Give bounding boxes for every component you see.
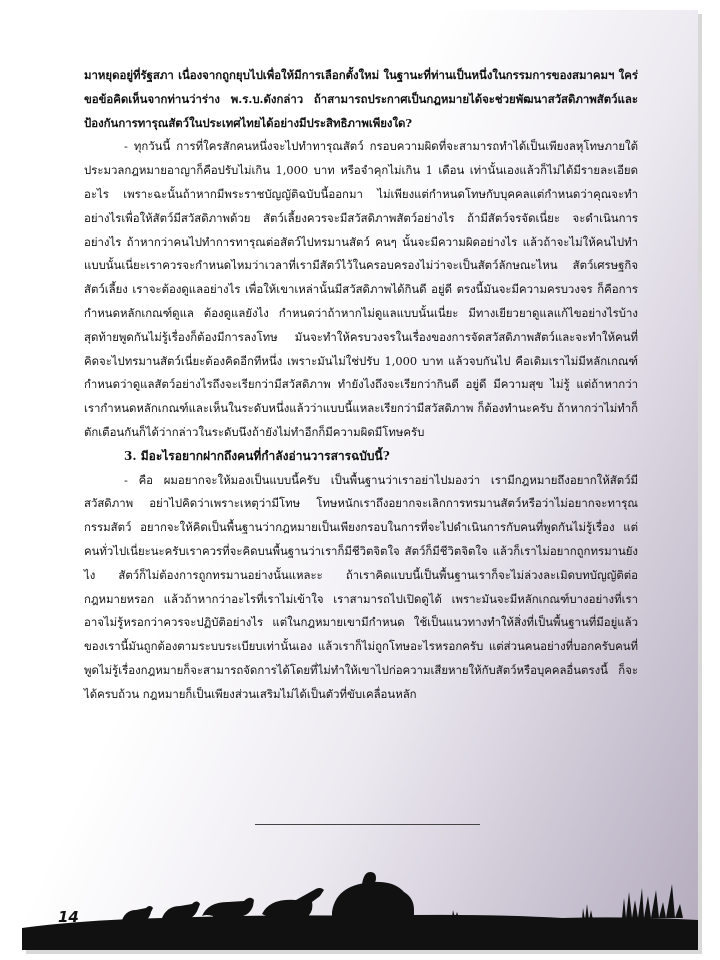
- answer-paragraph: - ทุกวันนี้ การที่ใครสักคนหนึ่งจะไปทำทารุณสัตว์ กรอบความผิดที่จะสามารถทำได้เป็นเพียงลหุโทษภายใต้ประมวลกฎหมายอาญาก็คือปรับไม่เกิน 1,000 บาท หรือจำคุกไม่เกิน 1 เดือน เท่านั้นเองแล้วก็ไม่ได้มีรายละเอียดอะไร เพราะฉะนั้นถ้าหากมีพระราชบัญญัติฉบับนี้ออกมา ไม่เพียงแต่กำหนดโทษกับบุคคลแต่กำหนดว่าคุณจะทำอย่างไรเพื่อให้สัตว์มีสวัสดิภาพด้วย สัตว์เลี้ยงควรจะมีสวัสดิภาพสัตว์อย่างไร ถ้ามีสัตว์จรจัดเนี่ยะ จะดำเนินการอย่างไร ถ้าหากว่าคนไปทำการทารุณต่อสัตว์ไปทรมานสัตว์ คนๆ นั้นจะมีความผิดอย่างไร แล้วถ้าจะไม่ให้คนไปทำแบบนั้นเนี่ยะเราควรจะกำหนดไหมว่าเวลาที่เรามีสัตว์ไว้ในครอบครองไม่ว่าจะเป็นสัตว์ลักษณะไหน สัตว์เศรษฐกิจ สัตว์เลี้ยง เราจะต้องดูแลอย่างไร เพื่อให้เขาเหล่านั้นมีสวัสดิภาพได้กินดี อยู่ดี ตรงนี้มันจะมีความครบวงจร ก็คือการกำหนดหลักเกณฑ์ดูแล ต้องดูแลยังไง กำหนดว่าถ้าหากไม่ดูแลแบบนั้นเนี่ยะ มีทางเยียวยาดูแลแก้ไขอย่างไรบ้าง สุดท้ายพูดกันไม่รู้เรื่องก็ต้องมีการลงโทษ มันจะทำให้ครบวงจรในเรื่องของการจัดสวัสดิภาพสัตว์และจะทำให้คนที่คิดจะไปทรมานสัตว์เนี่ยะต้องคิดอีกทีหนึ่ง เพราะมันไม่ใช่ปรับ 1,000 บาท แล้วจบกันไป คือเดิมเราไม่มีหลักเกณฑ์กำหนดว่าดูแลสัตว์อย่างไรถึงจะเรียกว่ามีสวัสดิภาพ ทำยังไงถึงจะเรียกว่ากินดี อยู่ดี มีความสุข ไม่รู้ แต่ถ้าหากว่าเรากำหนดหลักเกณฑ์และเห็นในระดับหนึ่งแล้วว่าแบบนี้แหละเรียกว่ามีสวัสดิภาพ ก็ต้องทำนะครับ ถ้าหากว่าไม่ทำก็ตักเตือนกันก็ได้ว่ากล่าวในระดับนึงถ้ายังไม่ทำอีกก็มีความผิดมีโทษครับ: [84, 139, 638, 439]
- article-body: [84, 64, 638, 707]
- question-heading: 3. มีอะไรอยากฝากถึงคนที่กำลังอ่านวารสารฉบับนี้?: [124, 448, 390, 463]
- page-number: 14: [58, 908, 79, 926]
- end-divider: [255, 824, 480, 825]
- answer-paragraph: - คือ ผมอยากจะให้มองเป็นแบบนี้ครับ เป็นพื้นฐานว่าเราอย่าไปมองว่า เรามีกฎหมายถึงอยากให้สัตว์มีสวัสดิภาพ อย่าไปคิดว่าเพราะเหตุว่ามีโทษ โทษหนักเราถึงอยากจะเลิกการทรมานสัตว์หรือว่าไม่อยากจะทารุณกรรมสัตว์ อยากจะให้คิดเป็นพื้นฐานว่ากฎหมายเป็นเพียงกรอบในการที่จะไปดำเนินการกับคนที่พูดกันไม่รู้เรื่อง แต่คนทั่วไปเนี่ยะนะครับเราควรที่จะคิดบนพื้นฐานว่าเราก็มีชีวิตจิตใจ สัตว์ก็มีชีวิตจิตใจ แล้วก็เราไม่อยากถูกทรมานยังไง สัตว์ก็ไม่ต้องการถูกทรมานอย่างนั้นแหละะ ถ้าเราคิดแบบนี้เป็นพื้นฐานเราก็จะไม่ล่วงละเมิดบทบัญญัติต่อกฎหมายหรอก แล้วถ้าหากว่าอะไรที่เราไม่เข้าใจ เราสามารถไปเปิดดูได้ เพราะมันจะมีหลักเกณฑ์บางอย่างที่เราอาจไม่รู้หรอกว่าควรจะปฏิบัติอย่างไร แต่ในกฎหมายเขามีกำหนด ใช้เป็นแนวทางทำให้สิ่งที่เป็นพื้นฐานที่มีอยู่แล้วของเรานี้มันถูกต้องตามระบบระเบียบเท่านั้นเอง แล้วเราก็ไม่ถูกโทษอะไรหรอกครับ แต่ส่วนคนอย่างที่บอกครับคนที่พูดไม่รู้เรื่องกฎหมายก็จะสามารถจัดการได้โดยที่ไม่ทำให้เขาไปก่อความเสียหายให้กับสัตว์หรือบุคคลอื่นตรงนี้ ก็จะได้ครบถ้วน กฎหมายก็เป็นเพียงส่วนเสริมไม่ได้เป็นตัวที่ขับเคลื่อนหลัก: [84, 472, 638, 701]
- question-continuation: มาหยุดอยู่ที่รัฐสภา เนื่องจากถูกยุบไปเพื่อให้มีการเลือกตั้งใหม่ ในฐานะที่ท่านเป็นหนึ่งในกรรมการของสมาคมฯ ใคร่ขอข้อคิดเห็นจากท่านว่าร่าง พ.ร.บ.ดังกล่าว ถ้าสามารถประกาศเป็นกฎหมายได้จะช่วยพัฒนาสวัสดิภาพสัตว์และป้องกันการทารุณสัตว์ในประเทศไทยได้อย่างมีประสิทธิภาพเพียงใด?: [84, 68, 638, 130]
- animal-silhouette-icon: [22, 858, 698, 950]
